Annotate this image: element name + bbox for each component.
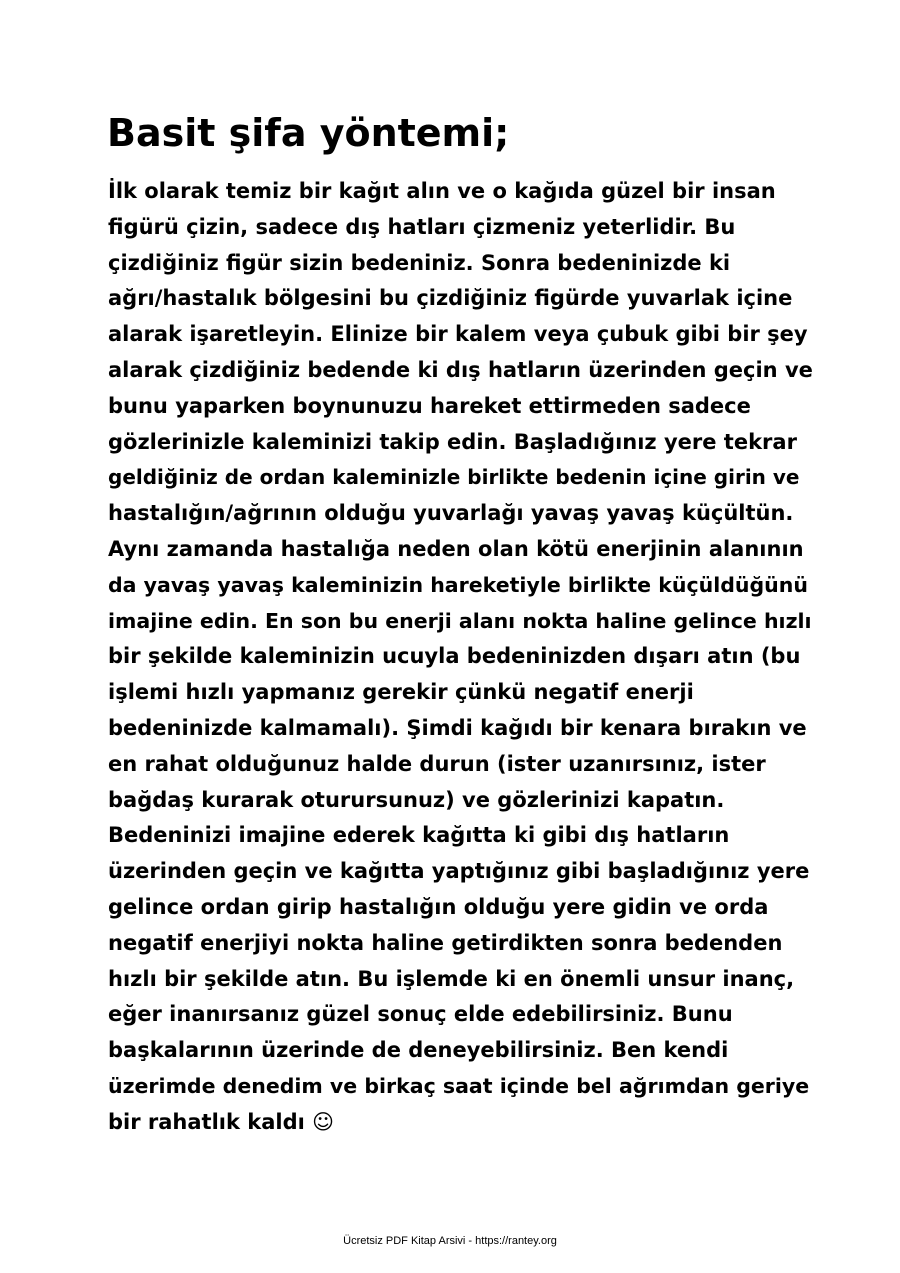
page-title: Basit şifa yöntemi; [107, 111, 510, 155]
text-line: Bedeninizi imajine ederek kağıtta ki gibi dış hatların [108, 823, 730, 848]
text-line: alarak işaretleyin. Elinize bir kalem veya çubuk gibi bir şey [108, 322, 808, 347]
text-line: başkalarının üzerinde de deneyebilirsiniz. Ben kendi [108, 1038, 729, 1063]
text-line: gelince ordan girip hastalığın olduğu yere gidin ve orda [108, 894, 769, 919]
text-line: imajine edin. En son bu enerji alanı nokta haline gelince hızlı [108, 608, 812, 633]
text-line: bedeninizde kalmamalı). Şimdi kağıdı bir kenara bırakın ve [108, 715, 807, 740]
text-line: hastalığın/ağrının olduğu yuvarlağı yavaş yavaş küçültün. [108, 501, 794, 526]
text-line: en rahat olduğunuz halde durun (ister uzanırsınız, ister [108, 751, 766, 776]
text-line: hızlı bir şekilde atın. Bu işlemde ki en önemli unsur inanç, [108, 966, 795, 991]
text-line: negatif enerjiyi nokta haline getirdikten sonra bedenden [108, 930, 783, 955]
text-line: bir şekilde kaleminizin ucuyla bedeninizden dışarı atın (bu [108, 644, 801, 669]
text-line: geldiğiniz de ordan kaleminizle birlikte bedenin içine girin ve [108, 465, 800, 490]
text-line: işlemi hızlı yapmanız gerekir çünkü negatif enerji [108, 680, 694, 705]
text-line: İlk olarak temiz bir kağıt alın ve o kağıda güzel bir insan [108, 179, 776, 203]
text-line: bunu yaparken boynunuzu hareket ettirmeden sadece [108, 393, 751, 418]
text-line: da yavaş yavaş kaleminizin hareketiyle birlikte küçüldüğünü [108, 572, 808, 597]
text-line: gözlerinizle kaleminizi takip edin. Başladığınız yere tekrar [108, 429, 797, 454]
text-line: üzerimde denedim ve birkaç saat içinde bel ağrımdan geriye [108, 1073, 810, 1098]
text-line: çizdiğiniz figür sizin bedeniniz. Sonra bedeninizde ki [108, 250, 731, 275]
body-text [108, 174, 813, 1141]
text-line: ağrı/hastalık bölgesini bu çizdiğiniz figürde yuvarlak içine [108, 286, 793, 311]
text-line: bir rahatlık kaldı ☺ [108, 1109, 335, 1134]
text-line: üzerinden geçin ve kağıtta yaptığınız gibi başladığınız yere [108, 859, 810, 884]
page-footer: Ücretsiz PDF Kitap Arsivi - https://rantey.org [343, 1235, 557, 1247]
text-line: figürü çizin, sadece dış hatları çizmeniz yeterlidir. Bu [108, 214, 736, 239]
text-line: bağdaş kurarak oturursunuz) ve gözlerinizi kapatın. [108, 787, 725, 812]
text-line: alarak çizdiğiniz bedende ki dış hatların üzerinden geçin ve [108, 357, 813, 382]
text-line: Aynı zamanda hastalığa neden olan kötü enerjinin alanının [108, 536, 804, 561]
text-line: eğer inanırsanız güzel sonuç elde edebilirsiniz. Bunu [108, 1002, 733, 1027]
